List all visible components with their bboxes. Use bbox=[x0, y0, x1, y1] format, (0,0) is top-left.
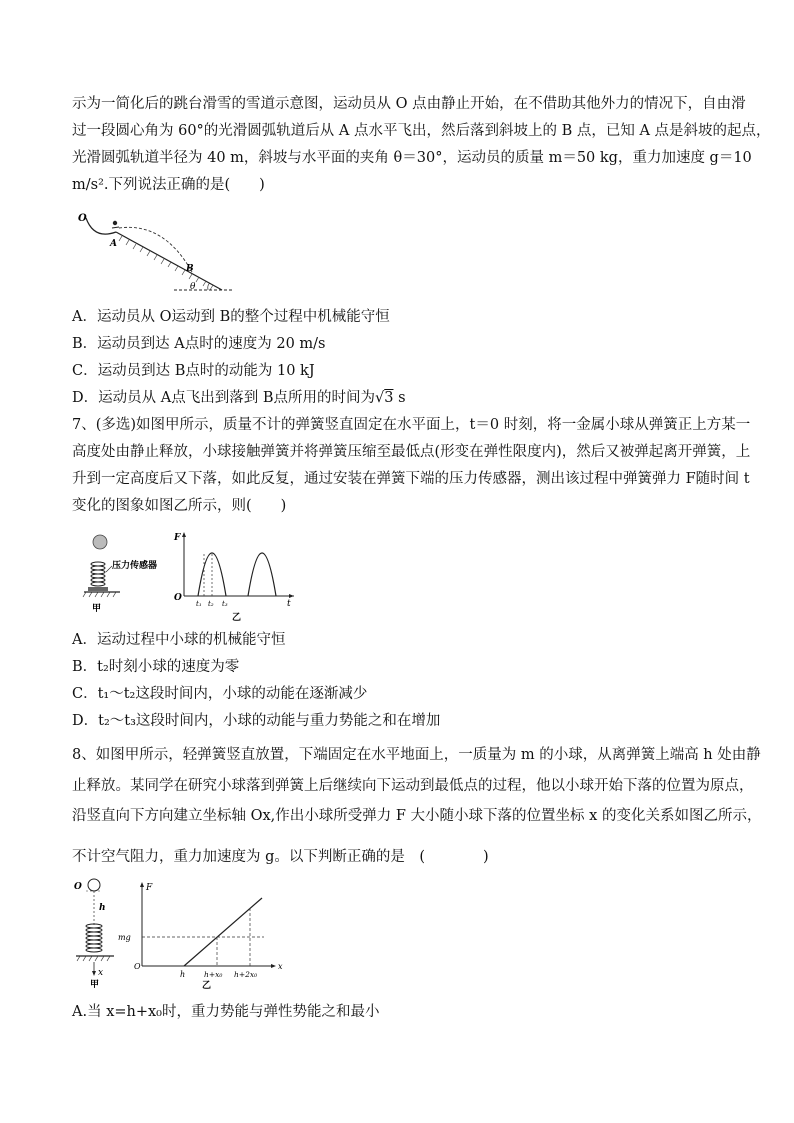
q6-option-d-unit: s bbox=[393, 390, 406, 406]
q7-label-t1: t₁ bbox=[196, 600, 202, 608]
q6-label-theta: θ bbox=[190, 282, 196, 292]
q8-label-origin: O bbox=[134, 962, 141, 971]
q7-stem-line-4: 变化的图象如图乙所示，则( ) bbox=[72, 498, 287, 514]
q8-stem-line-2: 止释放。某同学在研究小球落到弹簧上后继续向下运动到最低点的过程，他以小球开始下落的位置为原点， bbox=[72, 778, 754, 794]
q8-label-h-2x0: h+2x₀ bbox=[234, 970, 258, 979]
q7-figure-yi-graph bbox=[170, 528, 300, 623]
q8-label-yi: 乙 bbox=[202, 981, 212, 990]
q7-curve-2 bbox=[248, 553, 276, 596]
q7-option-a: A．运动过程中小球的机械能守恒 bbox=[72, 632, 286, 648]
q7-option-d: D．t₂～t₃这段时间内，小球的动能与重力势能之和在增加 bbox=[72, 713, 441, 729]
q6-option-d-text: D．运动员从 A点飞出到落到 B点所用的时间为 bbox=[72, 390, 375, 406]
q6-stem-line-4: m/s².下列说法正确的是( ) bbox=[72, 177, 265, 193]
q6-option-c: C．运动员到达 B点时的动能为 10 kJ bbox=[72, 363, 315, 379]
q8-label-jia: 甲 bbox=[90, 980, 100, 990]
q7-stem-line-3: 升到一定高度后又下落，如此反复，通过安装在弹簧下端的压力传感器，测出该过程中弹簧弹力 F随时间 t bbox=[72, 471, 750, 487]
q6-label-b: B bbox=[186, 264, 194, 274]
q7-stem-line-1: 7、(多选)如图甲所示，质量不计的弹簧竖直固定在水平面上，t＝0 时刻，将一金属小球从弹簧正上方某一 bbox=[72, 417, 751, 433]
q6-arc-track bbox=[86, 218, 116, 234]
q8-stem-line-1: 8、如图甲所示，轻弹簧竖直放置，下端固定在水平地面上，一质量为 m 的小球，从离弹簧上端高 h 处由静 bbox=[72, 747, 761, 763]
q7-label-f: F bbox=[174, 533, 181, 543]
q7-figure-jia bbox=[80, 530, 170, 620]
q7-option-b: B．t₂时刻小球的速度为零 bbox=[72, 659, 240, 675]
q8-label-o: O bbox=[74, 882, 82, 892]
q7-label-t: t bbox=[287, 599, 291, 609]
q7-sensor-block bbox=[88, 587, 108, 591]
q6-option-d-root: 3 bbox=[384, 390, 394, 406]
q7-label-sensor: 压力传感器 bbox=[112, 561, 158, 571]
q8-label-x-axis: x bbox=[98, 968, 104, 978]
q7-label-t2: t₂ bbox=[208, 600, 214, 608]
q6-label-a: A bbox=[110, 239, 117, 249]
q8-label-f: F bbox=[146, 883, 153, 893]
q7-label-yi: 乙 bbox=[232, 613, 242, 623]
q7-label-o: O bbox=[174, 593, 182, 603]
q7-ball bbox=[93, 535, 107, 549]
q6-stem-line-1: 示为一简化后的跳台滑雪的雪道示意图，运动员从 O 点由静止开始，在不借助其他外力的情况下，自由滑 bbox=[72, 96, 746, 112]
q6-trajectory bbox=[119, 227, 192, 272]
q6-stem-line-2: 过一段圆心角为 60°的光滑圆弧轨道后从 A 点水平飞出，然后落到斜坡上的 B 点，已知 A 点是斜坡的起点， bbox=[72, 123, 771, 139]
q8-label-x: x bbox=[278, 962, 283, 971]
q6-stem-line-3: 光滑圆弧轨道半径为 40 m，斜坡与水平面的夹角 θ＝30°，运动员的质量 m＝50 kg，重力加速度 g＝10 bbox=[72, 150, 752, 166]
sqrt-sign: √ bbox=[374, 390, 385, 406]
q8-label-h-x0: h+x₀ bbox=[204, 970, 223, 979]
q8-stem-line-3: 沿竖直向下方向建立坐标轴 Ox,作出小球所受弹力 F 大小随小球下落的位置坐标 x 的变化关系如图乙所示， bbox=[72, 808, 762, 824]
q8-figure-yi-graph bbox=[116, 878, 286, 990]
q6-option-a: A．运动员从 O运动到 B的整个过程中机械能守恒 bbox=[72, 309, 390, 325]
q6-skier bbox=[113, 221, 117, 225]
q7-label-t3: t₃ bbox=[222, 600, 228, 608]
q8-option-a: A.当 x=h+x₀时，重力势能与弹性势能之和最小 bbox=[72, 1004, 380, 1020]
q6-label-o: O bbox=[78, 213, 87, 224]
q6-option-b: B．运动员到达 A点时的速度为 20 m/s bbox=[72, 336, 326, 352]
q6-ski-slope-figure bbox=[74, 210, 234, 296]
q8-label-h: h bbox=[180, 970, 186, 979]
q8-label-mg: mg bbox=[118, 933, 131, 942]
q7-label-jia: 甲 bbox=[92, 604, 102, 614]
q8-stem-line-4: 不计空气阻力，重力加速度为 g。以下判断正确的是 ( ) bbox=[72, 849, 489, 865]
q8-label-h: h bbox=[99, 903, 106, 913]
q7-option-c: C．t₁～t₂这段时间内，小球的动能在逐渐减少 bbox=[72, 686, 368, 702]
q6-option-d bbox=[72, 386, 732, 410]
q8-ball bbox=[88, 879, 100, 891]
q7-stem-line-2: 高度处由静止释放，小球接触弹簧并将弹簧压缩至最低点(形变在弹性限度内)，然后又被弹起离开弹簧，上 bbox=[72, 444, 751, 460]
